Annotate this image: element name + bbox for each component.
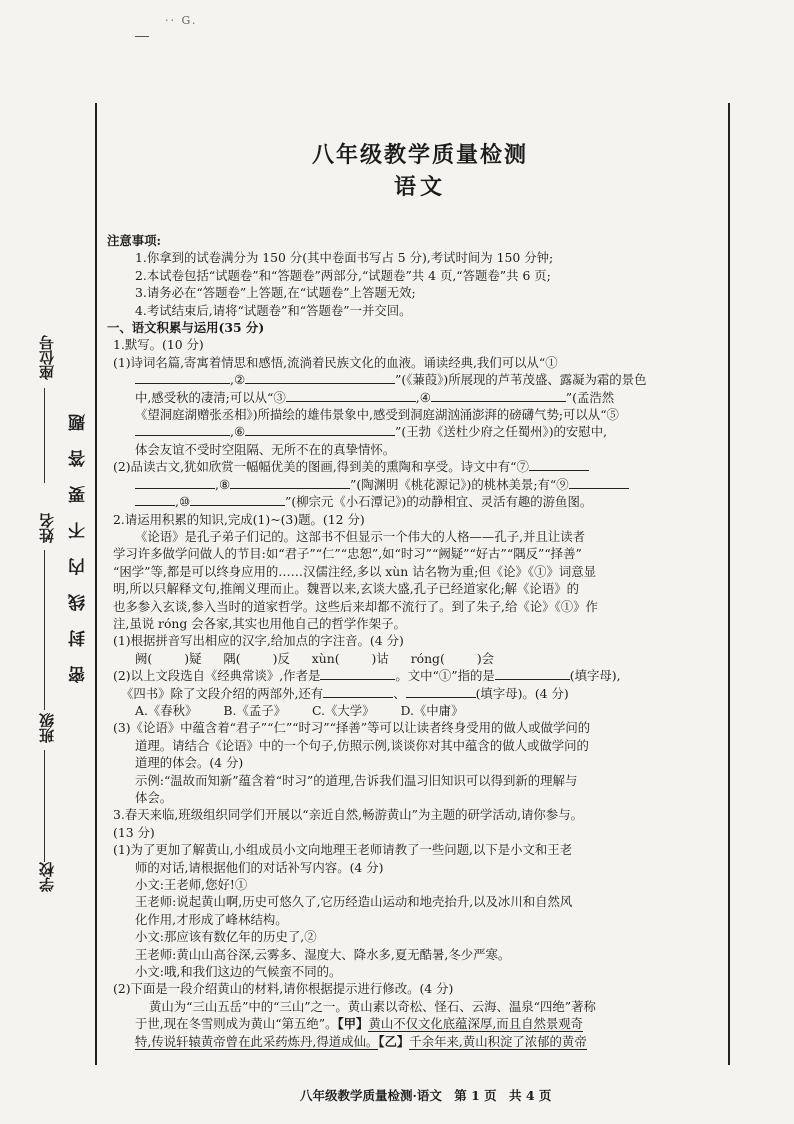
dialogue-line: 小文:王老师,您好!① [135,877,248,893]
footer-exam: 八年级教学质量检测·语文 [300,1088,442,1103]
q2-text: (填字母), [569,668,621,684]
q1-title: 1.默写。(10 分) [113,337,204,353]
dialogue-line: 小文:哦,和我们这边的气候蛮不同的。 [135,964,342,980]
exam-content [107,232,719,1050]
q2-options [107,702,719,719]
q2-passage: 学习许多做学问做人的节目:如“君子”“仁”“忠恕”,如“时习”“阙疑”“好古”“隅反”“择善” [113,546,582,562]
marker-jia: 【甲】 [337,1016,369,1032]
option-b: B.《孟子》 [223,702,287,718]
footer-page: 第 1 页 [454,1088,497,1103]
q1-text: 体会友谊不受时空阻隔、无所不在的真挚情怀。 [135,441,396,457]
q1-text: ”(王勃《送杜少府之任蜀州》)的安慰中, [395,424,608,440]
q2-title: 2.请运用积累的知识,完成(1)~(3)题。(12 分) [113,511,365,527]
q2-s3: 道理的体会。(4 分) [135,755,244,771]
q2-pinyin-row: 阙( )疑 隅( )反 xùn( )诂 róng( )会 [135,650,495,666]
material-text: 于世,现在冬雪则成为黄山“第五绝”。 [135,1016,338,1032]
q3-s2-title: (2)下面是一段介绍黄山的材料,请你根据提示进行修改。(4 分) [113,981,454,997]
subject-title: 语文 [393,174,446,200]
dialogue-line: 小文:那应该有数亿年的历史了,② [135,929,317,945]
note-item: 1.你拿到的试卷满分为 150 分(其中卷面书写占 5 分),考试时间为 150 分钟; [135,250,554,266]
note-item: 2.本试卷包括“试题卷”和“答题卷”两部分,“试题卷”共 4 页,“答题卷”共 6 页; [135,267,551,283]
marker-yi: 【乙】 [378,1033,410,1049]
name-label: 姓名 [38,513,56,543]
q3-title: 3.春天来临,班级组织同学们开展以“亲近自然,畅游黄山”为主题的研学活动,请你参与。 [113,807,583,823]
q3-s1: 师的对话,请根据他们的对话补写内容。(4 分) [135,859,384,875]
q2-text: 《四书》除了文段介绍的两部外,还有 [121,685,324,701]
frame-left-border [95,103,97,1065]
seat-number-label: 座位号 [38,335,56,380]
option-a: A.《春秋》 [135,702,198,718]
q2-text: (2)以上文段选自《经典常谈》,作者是 [113,668,321,684]
scan-dash-mark [135,36,149,37]
school-label: 学校 [38,862,56,892]
note-item: 3.请务必在“答题卷”上答题,在“试题卷”上答题无效; [135,285,416,301]
q2-passage: 《论语》是孔子弟子们记的。这部书不但显示一个伟大的人格——孔子,并且让读者 [135,528,586,544]
q2-text: (填字母)。(4 分) [475,685,569,701]
q2-passage: “困学”等,都是可以终身应用的……汉儒注经,多以 xùn 诂名物为重;但《论》《①》词意显 [113,563,597,579]
seal-line-text: 密封线内不要答题 [69,395,89,683]
option-d: D.《中庸》 [400,702,464,718]
q2-passage: 明,所以只解释文句,推阐义理而止。魏晋以来,玄谈大盛,孔子已经道家化;解《论语》的 [113,581,579,597]
q2-s3: (3)《论语》中蕴含着“君子”“仁”“时习”“择善”等可以让读者终身受用的做人或做学问的 [113,720,591,736]
q1-blank-label: ,⑧ [215,476,231,492]
q2-passage: 也多参入玄谈,参入当时的道家哲学。这些后来却都不流行了。到了朱子,给《论》《①》作 [113,598,598,614]
dialogue-line: 王老师:说起黄山啊,历史可悠久了,它历经造山运动和地壳抬升,以及冰川和自然风 [135,894,573,910]
q1-text: ”(孟浩然 [565,389,615,405]
q1-text: 中,感受秋的凄清;可以从“③ [135,389,286,405]
q1-text: ”(《蒹葭》)所展现的芦苇茂盛、露凝为霜的景色 [395,372,647,388]
class-line [44,750,45,862]
q2-example: 示例:“温故而知新”蕴含着“时习”的道理,告诉我们温习旧知识可以得到新的理解与 [135,772,578,788]
frame-right-border [728,103,730,1065]
option-c: C.《大学》 [311,702,375,718]
footer-total: 共 4 页 [508,1088,552,1103]
page-footer [300,1086,559,1104]
q2-s1-title: (1)根据拼音写出相应的汉字,给加点的字注音。(4 分) [113,633,404,649]
q2-example: 体会。 [135,790,173,805]
dialogue-line: 王老师:黄山山高谷深,云雾多、湿度大、降水多,夏无酷暑,冬少严寒。 [135,946,511,962]
q1-blank-label: ,⑥ [230,424,246,440]
q1-text: ”(柳宗元《小石潭记》)的动静相宜、灵活有趣的游鱼图。 [285,494,593,510]
q2-text: 、 [393,685,406,701]
q2-passage: 注,虽说 róng 会各家,其实也用他自己的哲学作架子。 [113,615,406,631]
q1-text: 《望洞庭湖赠张丞相》)所描绘的雄伟景象中,感受到洞庭湖汹涌澎湃的磅礴气势;可以从“⑤ [135,407,619,423]
q2-text: 。文中“①”指的是 [395,668,495,684]
q1-blank-label: ,④ [415,389,431,405]
material-underlined: 千余年来,黄山积淀了浓郁的黄帝 [409,1033,587,1049]
page-title: 八年级教学质量检测 [311,142,528,168]
note-item: 4.考试结束后,请将“试题卷”和“答题卷”一并交回。 [135,302,412,318]
material-underlined: 特,传说轩辕黄帝曾在此采药炼丹,得道成仙。 [135,1033,379,1049]
q1-blank-label: ,② [230,372,246,388]
class-label: 班级 [38,713,56,743]
seat-number-line [44,388,45,483]
dialogue-line: 化作用,才形成了峰林结构。 [135,911,288,927]
q1-blank-label: ,⑩ [175,494,191,510]
q2-text: (2)品读古文,犹如欣赏一幅幅优美的图画,得到美的熏陶和享受。诗文中有“⑦ [113,459,529,475]
material-underlined: 黄山不仅文化底蕴深厚,而且自然景观奇 [368,1016,584,1032]
material-text: 黄山为“三山五岳”中的“三山”之一。黄山素以奇松、怪石、云海、温泉“四绝”著称 [149,998,596,1014]
q2-s3: 道理。请结合《论语》中的一个句子,仿照示例,谈谈你对其中蕴含的做人或做学问的 [135,737,589,753]
section1-heading: 一、语文积累与运用(35 分) [107,320,265,336]
q1-text: (1)诗词名篇,寄寓着情思和感悟,流淌着民族文化的血液。诵读经典,我们可以从“① [113,354,558,370]
q3-title: (13 分) [113,824,155,840]
scan-scribble: ·· G. [165,14,198,27]
q1-text: ”(陶渊明《桃花源记》)的桃林美景;有“⑨ [350,476,569,492]
q3-s1: (1)为了更加了解黄山,小组成员小文向地理王老师请教了一些问题,以下是小文和王老 [113,842,573,858]
name-line [44,550,45,710]
notes-heading: 注意事项: [107,233,162,248]
